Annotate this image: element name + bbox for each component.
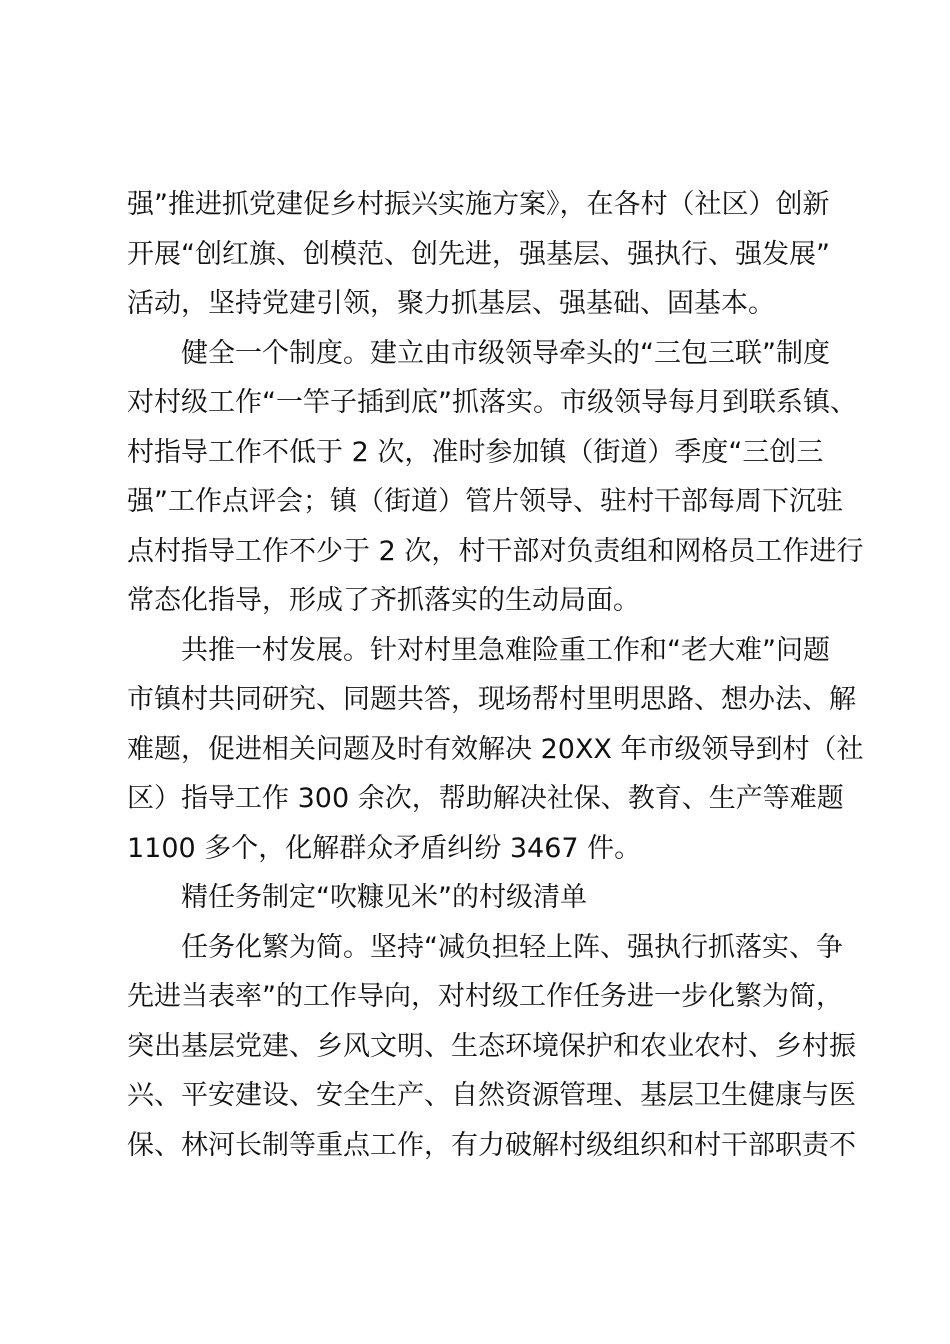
body-line: 保、林河长制等重点工作，有力破解村级组织和村干部职责不 (127, 1129, 856, 1161)
body-line: 强”工作点评会；镇（街道）管片领导、驻村干部每周下沉驻 (127, 486, 843, 517)
body-line: 村指导工作不低于 2 次，准时参加镇（街道）季度“三创三 (127, 436, 824, 468)
paragraph-heading-line: 健全一个制度。建立由市级领导牵头的“三包三联”制度 (181, 337, 830, 369)
body-line: 兴、平安建设、安全生产、自然资源管理、基层卫生健康与医 (127, 1080, 856, 1111)
body-line: 1100 多个，化解群众矛盾纠纷 3467 件。 (127, 832, 642, 864)
paragraph-heading-line: 共推一村发展。针对村里急难险重工作和“老大难”问题 (181, 634, 830, 666)
body-line: 难题，促进相关问题及时有效解决 20XX 年市级领导到村（社 (127, 733, 864, 765)
body-line: 对村级工作“一竿子插到底”抓落实。市级领导每月到联系镇、 (127, 387, 857, 418)
body-line: 先进当表率”的工作导向，对村级工作任务进一步化繁为简， (127, 981, 843, 1012)
body-line: 常态化指导，形成了齐抓落实的生动局面。 (127, 585, 640, 616)
document-body (127, 180, 864, 1170)
body-line: 突出基层党建、乡风文明、生态环境保护和农业农村、乡村振 (127, 1030, 856, 1062)
body-line: 市镇村共同研究、同题共答，现场帮村里明思路、想办法、解 (127, 684, 856, 715)
body-line: 区）指导工作 300 余次，帮助解决社保、教育、生产等难题 (127, 783, 844, 814)
body-line: 点村指导工作不少于 2 次，村干部对负责组和网格员工作进行 (127, 535, 864, 567)
paragraph-heading-line: 任务化繁为简。坚持“减负担轻上阵、强执行抓落实、争 (181, 931, 843, 963)
body-line: 强”推进抓党建促乡村振兴实施方案》，在各村（社区）创新 (127, 189, 830, 220)
body-line: 活动，坚持党建引领，聚力抓基层、强基础、固基本。 (127, 288, 775, 319)
section-heading: 精任务制定“吹糠见米”的村级清单 (181, 882, 587, 913)
body-line: 开展“创红旗、创模范、创先进，强基层、强执行、强发展” (127, 238, 830, 270)
